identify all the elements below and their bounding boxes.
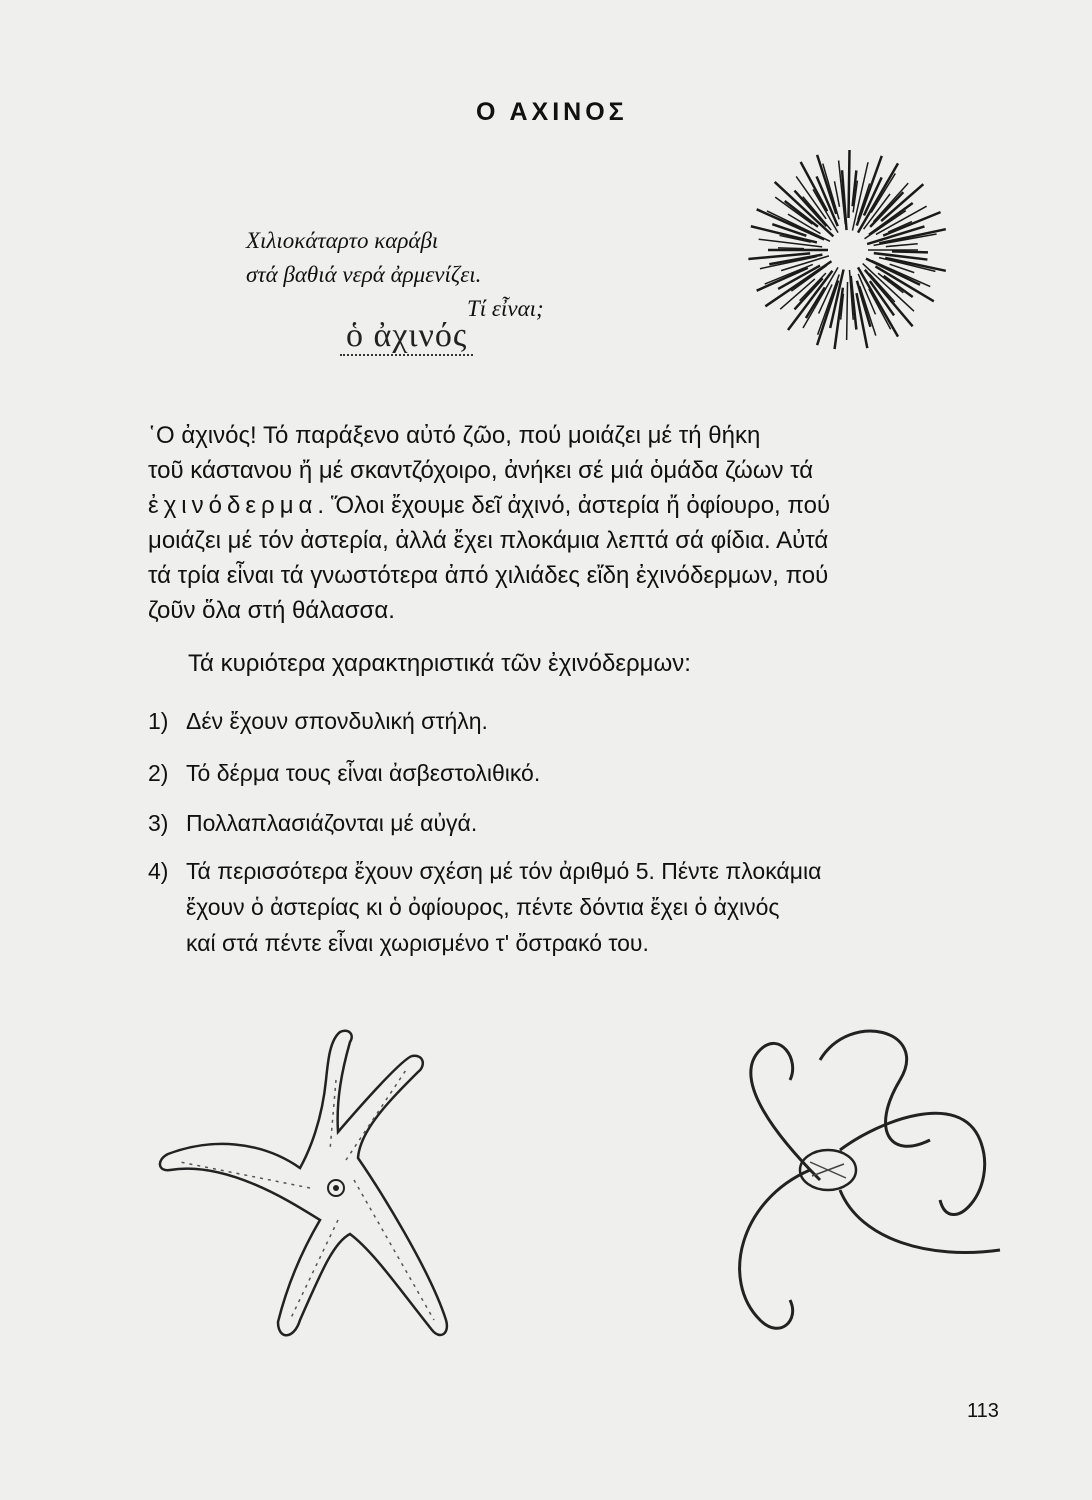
- list-number: 3): [148, 810, 169, 836]
- list-text: Τό δέρμα τους εἶναι ἀσβεστολιθικό.: [186, 760, 541, 786]
- urchin-spine: [835, 288, 843, 349]
- riddle-line-1: Χιλιοκάταρτο καράβι: [246, 228, 439, 253]
- starfish-outline: [160, 1031, 447, 1336]
- starfish-illustration: [150, 1020, 450, 1360]
- list-item: [148, 810, 477, 837]
- brittle-star-illustration: [700, 1020, 1020, 1350]
- characteristics-heading: Τά κυριότερα χαρακτηριστικά τῶν ἐχινόδερμων:: [188, 650, 691, 677]
- urchin-spine: [892, 251, 928, 252]
- list-number: 1): [148, 708, 169, 734]
- riddle-line-2: στά βαθιά νερά ἀρμενίζει.: [246, 262, 482, 287]
- list-number: 2): [148, 760, 169, 786]
- list-text: Δέν ἔχουν σπονδυλική στήλη.: [186, 708, 488, 734]
- urchin-spine: [778, 248, 804, 249]
- brittle-star-arm: [740, 1170, 810, 1328]
- urchin-spine: [847, 282, 848, 340]
- handwritten-answer: ὁ ἀχινός: [340, 318, 473, 356]
- list-item: [148, 858, 821, 885]
- page-title: Ο ΑΧΙΝΟΣ: [476, 98, 628, 126]
- brittle-star-arm: [840, 1113, 985, 1214]
- paragraph-line: τά τρία εἶναι τά γνωστότερα ἀπό χιλιάδες εἴδη ἐχινόδερμων, πού: [148, 562, 829, 589]
- paragraph-line: ζοῦν ὅλα στή θάλασσα.: [148, 597, 395, 624]
- sea-urchin-illustration: [738, 140, 958, 360]
- urchin-spine: [801, 162, 828, 211]
- paragraph-line-rest: . Ὅλοι ἔχουμε δεῖ ἀχινό, ἀστερία ἤ ὀφίουρο, πού: [317, 492, 831, 519]
- urchin-spine: [817, 280, 838, 345]
- urchin-spine: [886, 244, 918, 247]
- list-item: [148, 760, 540, 787]
- spaced-term: ἐχινόδερμα: [148, 492, 318, 519]
- riddle-question: Τί εἶναι;: [467, 296, 544, 321]
- urchin-spine: [858, 163, 898, 232]
- brittle-star-arm: [751, 1043, 820, 1180]
- urchin-spine: [848, 150, 849, 218]
- urchin-spine: [885, 258, 946, 271]
- paragraph-line: [148, 488, 1008, 523]
- urchin-spine: [834, 181, 839, 207]
- page-number: 113: [967, 1400, 999, 1422]
- paragraph-line: τοῦ κάστανου ἤ μέ σκαντζόχοιρο, ἀνήκει σέ μιά ὁμάδα ζώων τά: [148, 457, 814, 484]
- list-text: Τά περισσότερα ἔχουν σχέση μέ τόν ἀριθμό 5. Πέντε πλοκάμια: [186, 858, 822, 884]
- list-item-continuation: ἔχουν ὁ ἀστερίας κι ὁ ὀφίουρος, πέντε δόντια ἔχει ὁ ἀχινός: [186, 894, 780, 920]
- paragraph-line: ῾Ο ἀχινός! Τό παράξενο αὐτό ζῶο, πού μοιάζει μέ τή θήκη: [148, 422, 761, 449]
- list-item-continuation: καί στά πέντε εἶναι χωρισμένο τ' ὄστρακό του.: [186, 930, 649, 956]
- paragraph-line: μοιάζει μέ τόν ἀστερία, ἀλλά ἔχει πλοκάμια λεπτά σά φίδια. Αὐτά: [148, 527, 829, 554]
- paragraph-1: [148, 418, 1008, 628]
- list-item: [148, 708, 488, 735]
- list-number: 4): [148, 858, 169, 884]
- list-text: Πολλαπλασιάζονται μέ αὐγά.: [186, 810, 478, 836]
